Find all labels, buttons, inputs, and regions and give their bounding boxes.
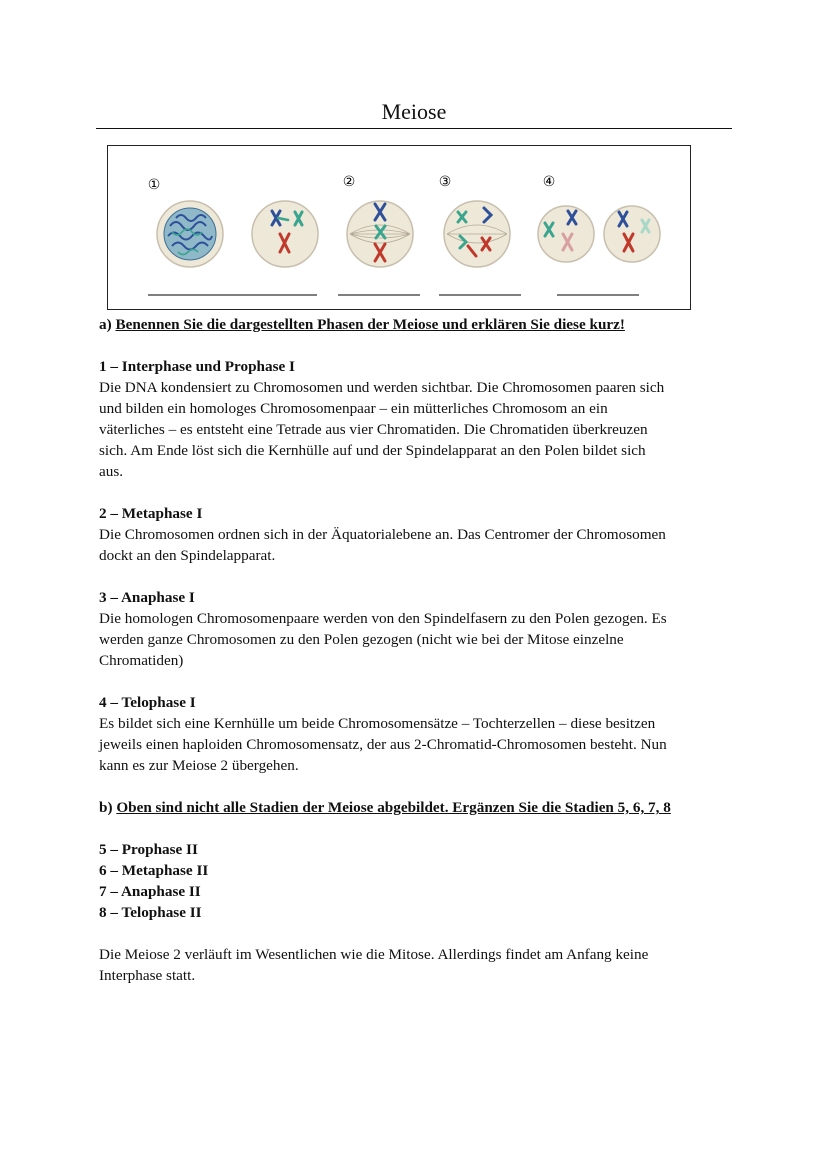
section-4 xyxy=(99,692,739,776)
stages-list xyxy=(99,839,739,923)
section-1 xyxy=(99,356,739,482)
stage-item: 6 – Metaphase II xyxy=(99,862,209,879)
stage-number-4: ④ xyxy=(542,174,556,190)
task-a-text: Benennen Sie die dargestellten Phasen der Meiose und erklären Sie diese kurz! xyxy=(115,316,625,333)
section-line: Chromatiden) xyxy=(99,652,184,669)
stage-item: 7 – Anaphase II xyxy=(99,883,201,900)
stage-item: 5 – Prophase II xyxy=(99,841,198,858)
cell-prophase xyxy=(252,201,318,267)
section-2 xyxy=(99,503,739,566)
cell-telophase-1-left xyxy=(538,206,594,262)
task-b-prefix: b) xyxy=(99,799,117,816)
cell-anaphase-1 xyxy=(444,201,510,267)
section-line: jeweils einen haploiden Chromosomensatz, der aus 2-Chromatid-Chromosomen besteht. Nun xyxy=(99,736,667,753)
section-3 xyxy=(99,587,739,671)
section-line: sich. Am Ende löst sich die Kernhülle auf und der Spindelapparat an den Polen bildet sich xyxy=(99,442,646,459)
stage-number-3: ③ xyxy=(438,174,452,190)
section-line: aus. xyxy=(99,463,124,480)
cell-interphase xyxy=(157,201,223,267)
section-line: Die DNA kondensiert zu Chromosomen und werden sichtbar. Die Chromosomen paaren sich xyxy=(99,379,665,396)
worksheet-content xyxy=(99,314,739,986)
closing-line: Die Meiose 2 verläuft im Wesentlichen wie die Mitose. Allerdings findet am Anfang keine xyxy=(99,946,649,963)
section-line: werden ganze Chromosomen zu den Polen gezogen (nicht wie bei der Mitose einzelne xyxy=(99,631,624,648)
section-line: väterliches – es entsteht eine Tetrade aus vier Chromatiden. Die Chromatiden überkreuzen xyxy=(99,421,648,438)
closing-paragraph xyxy=(99,944,739,986)
section-heading: 1 – Interphase und Prophase I xyxy=(99,358,295,375)
task-a xyxy=(99,314,739,335)
stage-number-1: ① xyxy=(147,177,161,193)
section-line: dockt an den Spindelapparat. xyxy=(99,547,276,564)
section-heading: 2 – Metaphase I xyxy=(99,505,203,522)
stage-item: 8 – Telophase II xyxy=(99,904,202,921)
task-b-text: Oben sind nicht alle Stadien der Meiose abgebildet. Ergänzen Sie die Stadien 5, 6, 7, 8 xyxy=(116,799,671,816)
section-line: Die homologen Chromosomenpaare werden von den Spindelfasern zu den Polen gezogen. Es xyxy=(99,610,667,627)
section-line: Die Chromosomen ordnen sich in der Äquatorialebene an. Das Centromer der Chromosomen xyxy=(99,526,666,543)
meiosis-figure xyxy=(107,145,691,310)
task-a-prefix: a) xyxy=(99,316,116,333)
section-heading: 4 – Telophase I xyxy=(99,694,196,711)
closing-line: Interphase statt. xyxy=(99,967,196,984)
section-heading: 3 – Anaphase I xyxy=(99,589,195,606)
stage-number-2: ② xyxy=(342,174,356,190)
meiosis-illustration xyxy=(108,146,692,311)
title-underline xyxy=(96,128,732,129)
task-b xyxy=(99,797,739,818)
cell-metaphase-1 xyxy=(347,201,413,267)
page-title: Meiose xyxy=(381,99,447,124)
section-line: und bilden ein homologes Chromosomenpaar – ein mütterliches Chromosom an ein xyxy=(99,400,608,417)
section-line: Es bildet sich eine Kernhülle um beide Chromosomensätze – Tochterzellen – diese besitzen xyxy=(99,715,656,732)
cell-telophase-1-right xyxy=(604,206,660,262)
section-line: kann es zur Meiose 2 übergehen. xyxy=(99,757,299,774)
